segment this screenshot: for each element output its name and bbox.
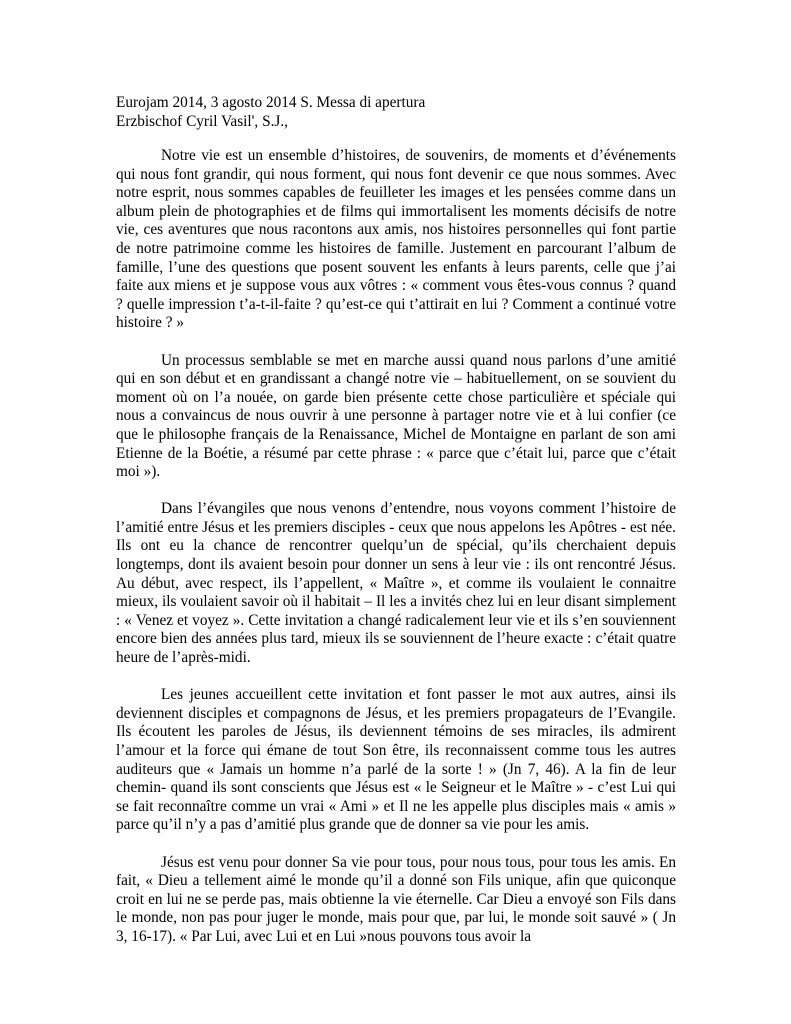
paragraph-5: Jésus est venu pour donner Sa vie pour tous, pour nous tous, pour tous les amis. En fait, « Dieu a tellement aimé le monde qu’il a donné son Fils unique, afin que quiconque croit en lui ne se perde pas, mais obtienne la vie éternelle. Car Dieu a envoyé son Fils dans le monde, non pas pour juger le monde, mais pour que, par lui, le monde soit sauvé » ( Jn 3, 16-17). « Par Lui, avec Lui et en Lui »nous pouvons tous avoir la [116,853,676,945]
paragraph-3: Dans l’évangiles que nous venons d’entendre, nous voyons comment l’histoire de l’amitié entre Jésus et les premiers disciples - ceux que nous appelons les Apôtres - est née. Ils ont eu la chance de rencontrer quelqu’un de spécial, qu’ils cherchaient depuis longtemps, dont ils avaient besoin pour donner un sens à leur vie : ils ont rencontré Jésus. Au début, avec respect, ils l’appellent, « Maître », et comme ils voulaient le connaitre mieux, ils voulaient savoir où il habitait – Il les a invités chez lui en leur disant simplement : « Venez et voyez ». Cette invitation a changé radicalement leur vie et ils s’en souviennent encore bien des années plus tard, mieux ils se souviennent de l’heure exacte : c’était quatre heure de l’après-midi. [116,500,676,667]
document-header [116,94,676,131]
header-event-line: Eurojam 2014, 3 agosto 2014 S. Messa di apertura [116,94,426,111]
paragraph-2: Un processus semblable se met en marche aussi quand nous parlons d’une amitié qui en son début et en grandissant a changé notre vie – habituellement, on se souvient du moment où on l’a nouée, on garde bien présente cette chose particulière et spéciale qui nous a convaincus de nous ouvrir à une personne à partager notre vie et à lui confier (ce que le philosophe français de la Renaissance, Michel de Montaigne en parlant de son ami Etienne de la Boétie, a résumé par cette phrase : « parce que c’était lui, parce que c’était moi »). [116,351,676,481]
paragraph-4: Les jeunes accueillent cette invitation et font passer le mot aux autres, ainsi ils deviennent disciples et compagnons de Jésus, et les premiers propagateurs de l’Evangile. Ils écoutent les paroles de Jésus, ils deviennent témoins de ses miracles, ils admirent l’amour et la force qui émane de tout Son être, ils reconnaissent comme tous les autres auditeurs que « Jamais un homme n’a parlé de la sorte ! » (Jn 7, 46). A la fin de leur chemin- quand ils sont conscients que Jésus est « le Seigneur et le Maître » - c’est Lui qui se fait reconnaître comme un vrai « Ami » et Il ne les appelle plus disciples mais « amis » parce qu’il n’y a pas d’amitié plus grande que de donner sa vie pour les amis. [116,686,676,834]
paragraph-1: Notre vie est un ensemble d’histoires, de souvenirs, de moments et d’événements qui nous font grandir, qui nous forment, qui nous font devenir ce que nous sommes. Avec notre esprit, nous sommes capables de feuilleter les images et les pensées comme dans un album plein de photographies et de films qui immortalisent les moments décisifs de notre vie, ces aventures que nous racontons aux amis, nos histoires personnelles qui font partie de notre patrimoine comme les histoires de famille. Justement en parcourant l’album de famille, l’une des questions que posent souvent les enfants à leurs parents, celle que j’ai faite aux miens et je suppose vous aux vôtres : « comment vous êtes-vous connus ? quand ? quelle impression t’a-t-il-faite ? qu’est-ce qui t’attirait en lui ? Comment a continué votre histoire ? » [116,147,676,332]
header-author-line: Erzbischof Cyril Vasil', S.J., [116,112,289,130]
document-body [116,147,676,965]
